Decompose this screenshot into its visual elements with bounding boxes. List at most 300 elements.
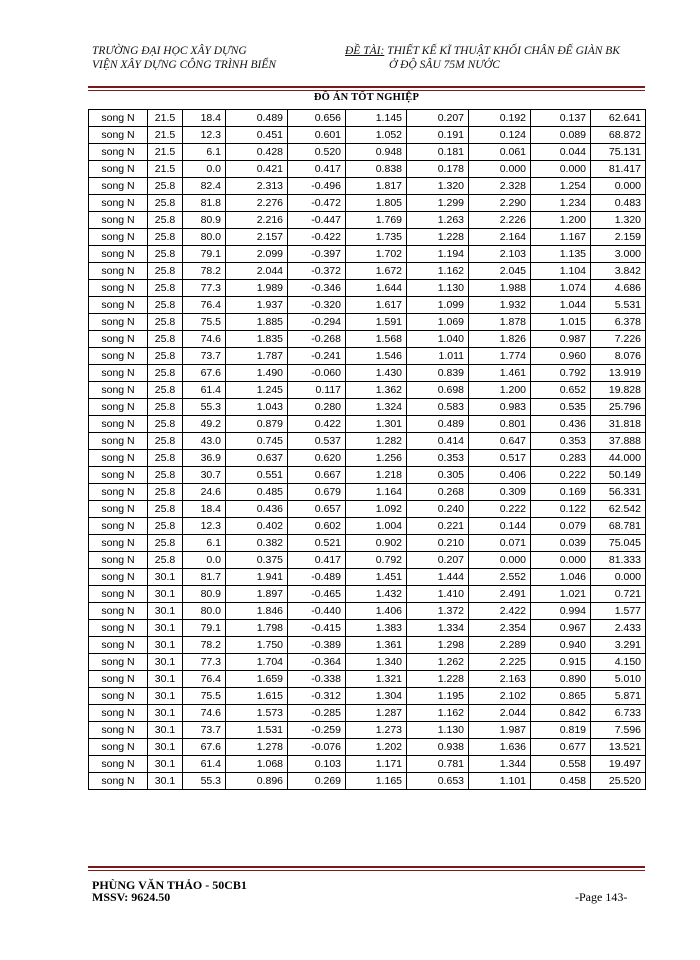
table-cell: 1.568 bbox=[346, 331, 407, 348]
table-cell: song N bbox=[89, 416, 148, 433]
table-cell: 0.422 bbox=[288, 416, 346, 433]
table-cell: 0.137 bbox=[531, 110, 591, 127]
table-cell: -0.440 bbox=[288, 603, 346, 620]
table-cell: 43.0 bbox=[183, 433, 226, 450]
table-cell: 1.344 bbox=[469, 756, 531, 773]
table-row bbox=[89, 603, 646, 620]
table-cell: 81.8 bbox=[183, 195, 226, 212]
table-cell: 1.451 bbox=[346, 569, 407, 586]
table-cell: 77.3 bbox=[183, 280, 226, 297]
table-cell: song N bbox=[89, 603, 148, 620]
table-cell: 2.313 bbox=[226, 178, 288, 195]
table-cell: 1.937 bbox=[226, 297, 288, 314]
table-row bbox=[89, 127, 646, 144]
table-cell: 0.485 bbox=[226, 484, 288, 501]
table-cell: 1.372 bbox=[407, 603, 469, 620]
table-cell: 77.3 bbox=[183, 654, 226, 671]
table-row bbox=[89, 110, 646, 127]
table-cell: 25.8 bbox=[148, 518, 183, 535]
table-cell: 0.402 bbox=[226, 518, 288, 535]
table-cell: 0.417 bbox=[288, 552, 346, 569]
table-row bbox=[89, 535, 646, 552]
table-cell: 1.846 bbox=[226, 603, 288, 620]
table-cell: 1.273 bbox=[346, 722, 407, 739]
table-cell: 78.2 bbox=[183, 637, 226, 654]
table-cell: 1.069 bbox=[407, 314, 469, 331]
table-cell: 0.124 bbox=[469, 127, 531, 144]
table-cell: 1.897 bbox=[226, 586, 288, 603]
table-cell: 1.304 bbox=[346, 688, 407, 705]
table-cell: 0.210 bbox=[407, 535, 469, 552]
table-cell: 0.222 bbox=[531, 467, 591, 484]
table-row bbox=[89, 450, 646, 467]
table-row bbox=[89, 756, 646, 773]
table-cell: 2.099 bbox=[226, 246, 288, 263]
table-cell: 0.558 bbox=[531, 756, 591, 773]
table-row bbox=[89, 518, 646, 535]
table-cell: 1.046 bbox=[531, 569, 591, 586]
table-cell: 0.520 bbox=[288, 144, 346, 161]
table-row bbox=[89, 212, 646, 229]
table-cell: 30.1 bbox=[148, 586, 183, 603]
table-cell: 1.164 bbox=[346, 484, 407, 501]
section-banner: ĐỒ ÁN TỐT NGHIỆP bbox=[313, 92, 420, 103]
table-cell: 0.144 bbox=[469, 518, 531, 535]
table-cell: 0.406 bbox=[469, 467, 531, 484]
table-cell: song N bbox=[89, 518, 148, 535]
table-cell: 0.309 bbox=[469, 484, 531, 501]
table-cell: song N bbox=[89, 654, 148, 671]
table-cell: song N bbox=[89, 773, 148, 790]
table-cell: 67.6 bbox=[183, 365, 226, 382]
table-cell: 0.865 bbox=[531, 688, 591, 705]
table-cell: 1.068 bbox=[226, 756, 288, 773]
table-cell: 0.620 bbox=[288, 450, 346, 467]
table-cell: 1.644 bbox=[346, 280, 407, 297]
table-cell: 5.531 bbox=[591, 297, 646, 314]
table-cell: 30.1 bbox=[148, 671, 183, 688]
table-cell: 2.552 bbox=[469, 569, 531, 586]
table-cell: 80.0 bbox=[183, 603, 226, 620]
table-cell: 6.378 bbox=[591, 314, 646, 331]
table-cell: 2.044 bbox=[469, 705, 531, 722]
university-name: TRƯỜNG ĐẠI HỌC XÂY DỰNG bbox=[92, 45, 247, 57]
table-cell: 1.200 bbox=[531, 212, 591, 229]
table-cell: 7.226 bbox=[591, 331, 646, 348]
table-row bbox=[89, 552, 646, 569]
table-cell: -0.320 bbox=[288, 297, 346, 314]
table-cell: song N bbox=[89, 161, 148, 178]
table-cell: 25.8 bbox=[148, 399, 183, 416]
table-cell: song N bbox=[89, 348, 148, 365]
table-cell: 2.433 bbox=[591, 620, 646, 637]
table-cell: 1.021 bbox=[531, 586, 591, 603]
table-cell: 6.733 bbox=[591, 705, 646, 722]
table-cell: -0.285 bbox=[288, 705, 346, 722]
table-cell: song N bbox=[89, 569, 148, 586]
table-cell: 1.817 bbox=[346, 178, 407, 195]
table-cell: 30.1 bbox=[148, 620, 183, 637]
table-cell: 0.436 bbox=[531, 416, 591, 433]
table-cell: 1.202 bbox=[346, 739, 407, 756]
table-cell: 1.135 bbox=[531, 246, 591, 263]
table-cell: 0.489 bbox=[226, 110, 288, 127]
table-cell: 1.577 bbox=[591, 603, 646, 620]
table-cell: 0.451 bbox=[226, 127, 288, 144]
table-cell: 0.839 bbox=[407, 365, 469, 382]
table-cell: 7.596 bbox=[591, 722, 646, 739]
table-cell: song N bbox=[89, 552, 148, 569]
table-cell: 0.221 bbox=[407, 518, 469, 535]
table-cell: 81.417 bbox=[591, 161, 646, 178]
table-cell: 0.967 bbox=[531, 620, 591, 637]
table-cell: 0.657 bbox=[288, 501, 346, 518]
table-cell: 1.659 bbox=[226, 671, 288, 688]
table-cell: 1.256 bbox=[346, 450, 407, 467]
table-cell: 0.637 bbox=[226, 450, 288, 467]
table-cell: 0.842 bbox=[531, 705, 591, 722]
table-row bbox=[89, 671, 646, 688]
table-cell: 0.896 bbox=[226, 773, 288, 790]
table-cell: 80.0 bbox=[183, 229, 226, 246]
topic-label: ĐỀ TÀI: bbox=[345, 45, 385, 57]
table-cell: 25.8 bbox=[148, 212, 183, 229]
table-cell: 21.5 bbox=[148, 110, 183, 127]
table-cell: 21.5 bbox=[148, 127, 183, 144]
table-cell: 1.263 bbox=[407, 212, 469, 229]
table-cell: 1.826 bbox=[469, 331, 531, 348]
table-cell: 1.615 bbox=[226, 688, 288, 705]
table-cell: song N bbox=[89, 229, 148, 246]
table-cell: 1.165 bbox=[346, 773, 407, 790]
table-cell: 0.458 bbox=[531, 773, 591, 790]
table-cell: 1.011 bbox=[407, 348, 469, 365]
table-cell: 0.983 bbox=[469, 399, 531, 416]
table-cell: song N bbox=[89, 314, 148, 331]
table-row bbox=[89, 331, 646, 348]
table-cell: 30.1 bbox=[148, 569, 183, 586]
table-cell: 0.0 bbox=[183, 161, 226, 178]
table-cell: 1.101 bbox=[469, 773, 531, 790]
table-cell: 1.878 bbox=[469, 314, 531, 331]
table-cell: 62.542 bbox=[591, 501, 646, 518]
table-cell: 1.361 bbox=[346, 637, 407, 654]
table-cell: 0.428 bbox=[226, 144, 288, 161]
table-cell: 73.7 bbox=[183, 348, 226, 365]
table-cell: 30.1 bbox=[148, 603, 183, 620]
table-cell: 0.879 bbox=[226, 416, 288, 433]
table-cell: 25.8 bbox=[148, 314, 183, 331]
table-cell: 1.099 bbox=[407, 297, 469, 314]
table-cell: 2.276 bbox=[226, 195, 288, 212]
table-row bbox=[89, 382, 646, 399]
table-cell: 76.4 bbox=[183, 671, 226, 688]
table-cell: 2.328 bbox=[469, 178, 531, 195]
table-cell: 36.9 bbox=[183, 450, 226, 467]
table-cell: song N bbox=[89, 586, 148, 603]
table-cell: -0.389 bbox=[288, 637, 346, 654]
table-cell: song N bbox=[89, 178, 148, 195]
table-cell: 68.872 bbox=[591, 127, 646, 144]
table-cell: 25.8 bbox=[148, 484, 183, 501]
table-cell: 25.8 bbox=[148, 263, 183, 280]
table-cell: 0.269 bbox=[288, 773, 346, 790]
table-cell: -0.241 bbox=[288, 348, 346, 365]
table-cell: 80.9 bbox=[183, 212, 226, 229]
table-cell: 0.421 bbox=[226, 161, 288, 178]
table-row bbox=[89, 280, 646, 297]
table-cell: 1.287 bbox=[346, 705, 407, 722]
table-cell: 1.298 bbox=[407, 637, 469, 654]
table-cell: 1.043 bbox=[226, 399, 288, 416]
table-cell: 0.647 bbox=[469, 433, 531, 450]
table-cell: song N bbox=[89, 263, 148, 280]
table-cell: song N bbox=[89, 484, 148, 501]
table-cell: 0.117 bbox=[288, 382, 346, 399]
table-row bbox=[89, 297, 646, 314]
table-cell: 1.167 bbox=[531, 229, 591, 246]
table-cell: 0.517 bbox=[469, 450, 531, 467]
table-cell: 1.228 bbox=[407, 671, 469, 688]
table-cell: 0.667 bbox=[288, 467, 346, 484]
table-cell: 1.932 bbox=[469, 297, 531, 314]
table-cell: 2.491 bbox=[469, 586, 531, 603]
table-cell: 1.130 bbox=[407, 722, 469, 739]
table-cell: 0.207 bbox=[407, 110, 469, 127]
table-cell: 30.1 bbox=[148, 637, 183, 654]
table-cell: 1.278 bbox=[226, 739, 288, 756]
table-cell: 1.546 bbox=[346, 348, 407, 365]
table-cell: 0.960 bbox=[531, 348, 591, 365]
table-cell: song N bbox=[89, 365, 148, 382]
table-cell: 6.1 bbox=[183, 144, 226, 161]
table-cell: 1.735 bbox=[346, 229, 407, 246]
table-cell: 1.195 bbox=[407, 688, 469, 705]
table-cell: 0.044 bbox=[531, 144, 591, 161]
table-cell: 1.573 bbox=[226, 705, 288, 722]
table-cell: 0.792 bbox=[346, 552, 407, 569]
table-cell: 1.672 bbox=[346, 263, 407, 280]
table-cell: 0.940 bbox=[531, 637, 591, 654]
table-cell: 0.551 bbox=[226, 467, 288, 484]
table-cell: 79.1 bbox=[183, 620, 226, 637]
table-cell: 0.583 bbox=[407, 399, 469, 416]
table-cell: 0.191 bbox=[407, 127, 469, 144]
table-cell: song N bbox=[89, 144, 148, 161]
table-cell: song N bbox=[89, 467, 148, 484]
table-cell: 62.641 bbox=[591, 110, 646, 127]
table-cell: 25.8 bbox=[148, 280, 183, 297]
header-divider-thin bbox=[88, 90, 645, 91]
table-row bbox=[89, 263, 646, 280]
table-cell: 2.103 bbox=[469, 246, 531, 263]
table-cell: 1.461 bbox=[469, 365, 531, 382]
table-cell: 0.207 bbox=[407, 552, 469, 569]
table-cell: 75.045 bbox=[591, 535, 646, 552]
table-cell: 1.301 bbox=[346, 416, 407, 433]
table-cell: 1.044 bbox=[531, 297, 591, 314]
table-cell: 44.000 bbox=[591, 450, 646, 467]
table-cell: 19.828 bbox=[591, 382, 646, 399]
table-cell: 0.656 bbox=[288, 110, 346, 127]
table-cell: 0.938 bbox=[407, 739, 469, 756]
author-name: PHÙNG VĂN THẢO - 50CB1 bbox=[92, 878, 247, 892]
table-cell: 0.698 bbox=[407, 382, 469, 399]
table-cell: 12.3 bbox=[183, 518, 226, 535]
table-cell: 81.333 bbox=[591, 552, 646, 569]
table-cell: 0.915 bbox=[531, 654, 591, 671]
table-cell: 1.636 bbox=[469, 739, 531, 756]
footer-author bbox=[92, 879, 247, 903]
table-cell: 25.8 bbox=[148, 382, 183, 399]
table-cell: song N bbox=[89, 433, 148, 450]
table-cell: 0.489 bbox=[407, 416, 469, 433]
table-cell: 74.6 bbox=[183, 331, 226, 348]
table-cell: 25.796 bbox=[591, 399, 646, 416]
table-row bbox=[89, 722, 646, 739]
table-cell: 1.531 bbox=[226, 722, 288, 739]
table-cell: 2.044 bbox=[226, 263, 288, 280]
table-cell: song N bbox=[89, 212, 148, 229]
table-cell: -0.294 bbox=[288, 314, 346, 331]
table-cell: 0.521 bbox=[288, 535, 346, 552]
table-cell: 1.040 bbox=[407, 331, 469, 348]
table-row bbox=[89, 569, 646, 586]
table-cell: 0.652 bbox=[531, 382, 591, 399]
table-cell: 0.602 bbox=[288, 518, 346, 535]
table-cell: -0.496 bbox=[288, 178, 346, 195]
table-row bbox=[89, 144, 646, 161]
table-cell: 25.8 bbox=[148, 467, 183, 484]
table-cell: 1.218 bbox=[346, 467, 407, 484]
table-cell: 6.1 bbox=[183, 535, 226, 552]
table-cell: 0.653 bbox=[407, 773, 469, 790]
table-cell: 1.989 bbox=[226, 280, 288, 297]
table-cell: 0.305 bbox=[407, 467, 469, 484]
table-cell: song N bbox=[89, 535, 148, 552]
table-cell: 0.0 bbox=[183, 552, 226, 569]
table-cell: 1.704 bbox=[226, 654, 288, 671]
table-cell: 50.149 bbox=[591, 467, 646, 484]
table-cell: 74.6 bbox=[183, 705, 226, 722]
table-cell: 0.375 bbox=[226, 552, 288, 569]
table-cell: 25.8 bbox=[148, 195, 183, 212]
table-cell: 3.842 bbox=[591, 263, 646, 280]
table-cell: 1.591 bbox=[346, 314, 407, 331]
table-cell: 1.702 bbox=[346, 246, 407, 263]
table-cell: 68.781 bbox=[591, 518, 646, 535]
table-cell: 25.8 bbox=[148, 297, 183, 314]
table-cell: 18.4 bbox=[183, 501, 226, 518]
table-cell: 2.045 bbox=[469, 263, 531, 280]
table-cell: 12.3 bbox=[183, 127, 226, 144]
table-cell: 0.000 bbox=[591, 178, 646, 195]
table-cell: 2.225 bbox=[469, 654, 531, 671]
table-cell: 1.320 bbox=[407, 178, 469, 195]
table-cell: 0.819 bbox=[531, 722, 591, 739]
table-cell: 1.617 bbox=[346, 297, 407, 314]
table-cell: -0.364 bbox=[288, 654, 346, 671]
table-cell: 1.340 bbox=[346, 654, 407, 671]
table-row bbox=[89, 484, 646, 501]
table-row bbox=[89, 654, 646, 671]
table-cell: 25.8 bbox=[148, 246, 183, 263]
table-cell: 0.353 bbox=[531, 433, 591, 450]
table-cell: song N bbox=[89, 501, 148, 518]
table-cell: 1.194 bbox=[407, 246, 469, 263]
table-cell: 2.216 bbox=[226, 212, 288, 229]
table-cell: 0.178 bbox=[407, 161, 469, 178]
table-cell: 21.5 bbox=[148, 144, 183, 161]
table-cell: 2.354 bbox=[469, 620, 531, 637]
table-cell: 56.331 bbox=[591, 484, 646, 501]
table-cell: song N bbox=[89, 671, 148, 688]
topic-title: THIẾT KẾ KĨ THUẬT KHỐI CHÂN ĐẾ GIÀN BK bbox=[384, 45, 620, 57]
table-cell: 0.781 bbox=[407, 756, 469, 773]
table-cell: 1.490 bbox=[226, 365, 288, 382]
table-row bbox=[89, 620, 646, 637]
table-cell: song N bbox=[89, 331, 148, 348]
table-row bbox=[89, 773, 646, 790]
table-cell: 79.1 bbox=[183, 246, 226, 263]
table-row bbox=[89, 161, 646, 178]
table-cell: 1.228 bbox=[407, 229, 469, 246]
table-cell: 30.1 bbox=[148, 756, 183, 773]
table-cell: 3.291 bbox=[591, 637, 646, 654]
table-row bbox=[89, 195, 646, 212]
table-cell: 25.8 bbox=[148, 501, 183, 518]
table-cell: song N bbox=[89, 450, 148, 467]
table-cell: 0.948 bbox=[346, 144, 407, 161]
table-cell: 25.8 bbox=[148, 535, 183, 552]
table-row bbox=[89, 739, 646, 756]
table-cell: 1.254 bbox=[531, 178, 591, 195]
table-cell: 1.334 bbox=[407, 620, 469, 637]
table-cell: 0.240 bbox=[407, 501, 469, 518]
table-cell: 0.601 bbox=[288, 127, 346, 144]
table-cell: 1.320 bbox=[591, 212, 646, 229]
table-row bbox=[89, 467, 646, 484]
table-cell: 1.885 bbox=[226, 314, 288, 331]
table-cell: song N bbox=[89, 705, 148, 722]
page-number: -Page 143- bbox=[575, 890, 628, 904]
table-row bbox=[89, 637, 646, 654]
table-cell: 0.103 bbox=[288, 756, 346, 773]
table-cell: -0.060 bbox=[288, 365, 346, 382]
table-cell: 25.8 bbox=[148, 433, 183, 450]
header-right bbox=[345, 44, 655, 72]
table-cell: 2.290 bbox=[469, 195, 531, 212]
table-cell: 1.750 bbox=[226, 637, 288, 654]
table-cell: 1.805 bbox=[346, 195, 407, 212]
table-cell: song N bbox=[89, 739, 148, 756]
table-cell: 67.6 bbox=[183, 739, 226, 756]
table-cell: 0.039 bbox=[531, 535, 591, 552]
table-cell: 1.941 bbox=[226, 569, 288, 586]
table-cell: 25.8 bbox=[148, 178, 183, 195]
table-cell: 0.192 bbox=[469, 110, 531, 127]
table-cell: 78.2 bbox=[183, 263, 226, 280]
table-cell: -0.259 bbox=[288, 722, 346, 739]
table-cell: 0.000 bbox=[591, 569, 646, 586]
student-id: MSSV: 9624.50 bbox=[92, 890, 171, 904]
table-cell: 73.7 bbox=[183, 722, 226, 739]
table-cell: 0.382 bbox=[226, 535, 288, 552]
table-cell: song N bbox=[89, 246, 148, 263]
table-cell: 25.8 bbox=[148, 331, 183, 348]
table-cell: 0.537 bbox=[288, 433, 346, 450]
table-cell: 5.871 bbox=[591, 688, 646, 705]
